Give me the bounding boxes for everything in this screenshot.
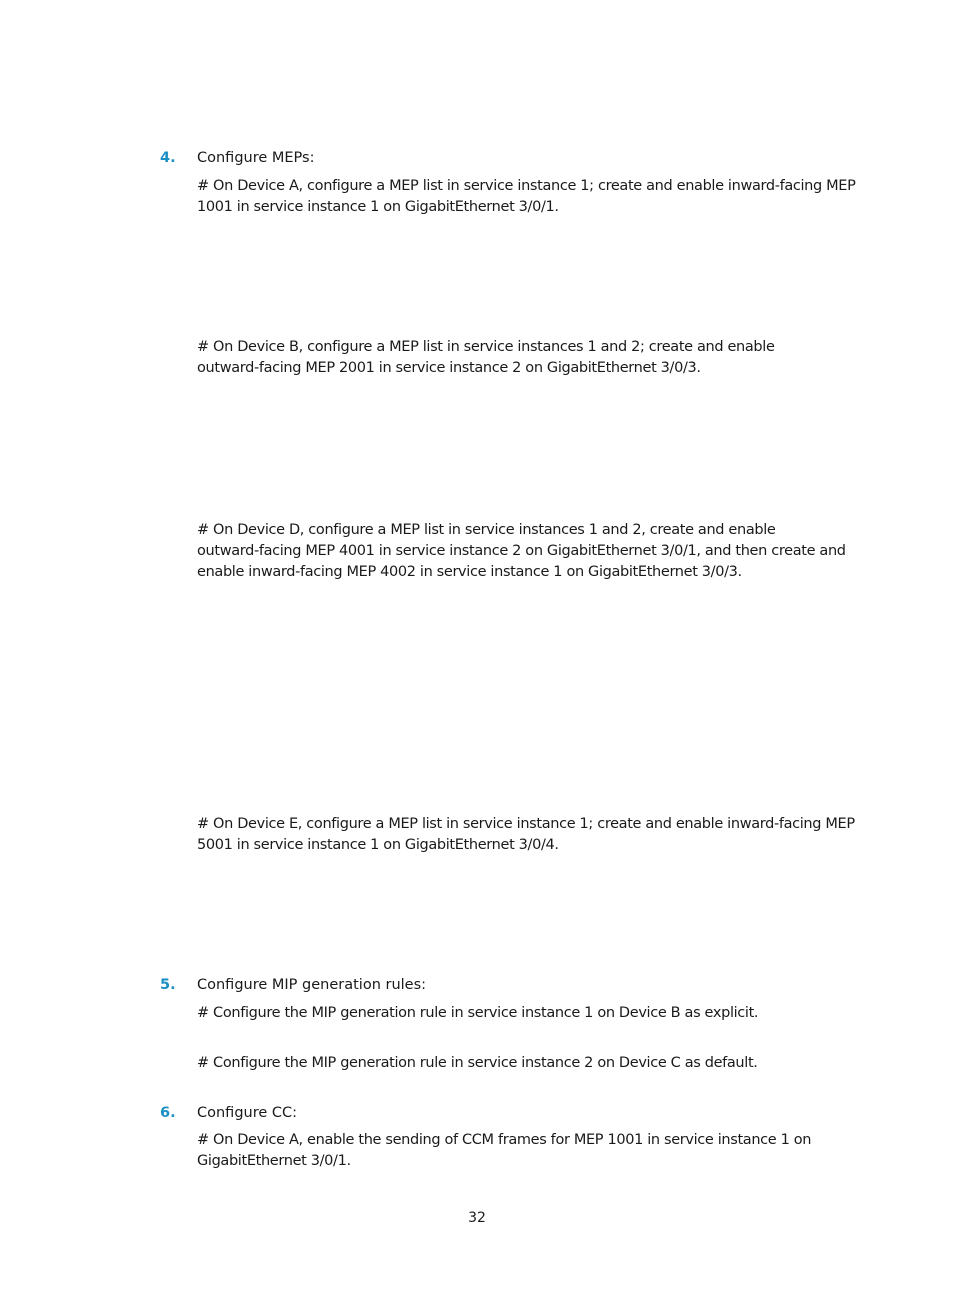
text-line: # Configure the MIP generation rule in service instance 1 on Device B as explicit. [197,1005,759,1021]
text-line: GigabitEthernet 3/0/1. [197,1153,351,1169]
text-line: # On Device D, configure a MEP list in service instances 1 and 2, create and enable [197,522,776,538]
text-line: # On Device B, configure a MEP list in service instances 1 and 2; create and enable [197,339,775,355]
text-line: enable inward-facing MEP 4002 in service instance 1 on GigabitEthernet 3/0/3. [197,564,742,580]
text-line: # On Device E, configure a MEP list in service instance 1; create and enable inward-facing MEP [197,816,855,832]
text-line: outward-facing MEP 2001 in service instance 2 on GigabitEthernet 3/0/3. [197,360,701,376]
paragraph [197,1003,877,1024]
text-line: # On Device A, configure a MEP list in service instance 1; create and enable inward-facing MEP [197,178,856,194]
step-title: Configure CC: [197,1105,298,1121]
text-line: # On Device A, enable the sending of CCM frames for MEP 1001 in service instance 1 on [197,1132,812,1148]
step-title: Configure MEPs: [197,150,315,166]
page-number: 32 [468,1210,486,1226]
paragraph [197,337,877,379]
paragraph [197,1130,877,1172]
step-number: 4. [160,150,176,166]
paragraph [197,1053,877,1074]
paragraph [197,814,877,856]
step-number: 6. [160,1105,176,1121]
text-line: outward-facing MEP 4001 in service instance 2 on GigabitEthernet 3/0/1, and then create and [197,543,846,559]
text-line: 5001 in service instance 1 on GigabitEthernet 3/0/4. [197,837,559,853]
step-title: Configure MIP generation rules: [197,977,427,993]
paragraph [197,520,877,583]
step-number: 5. [160,977,176,993]
paragraph [197,176,877,218]
text-line: 1001 in service instance 1 on GigabitEthernet 3/0/1. [197,199,559,215]
text-line: # Configure the MIP generation rule in service instance 2 on Device C as default. [197,1055,758,1071]
